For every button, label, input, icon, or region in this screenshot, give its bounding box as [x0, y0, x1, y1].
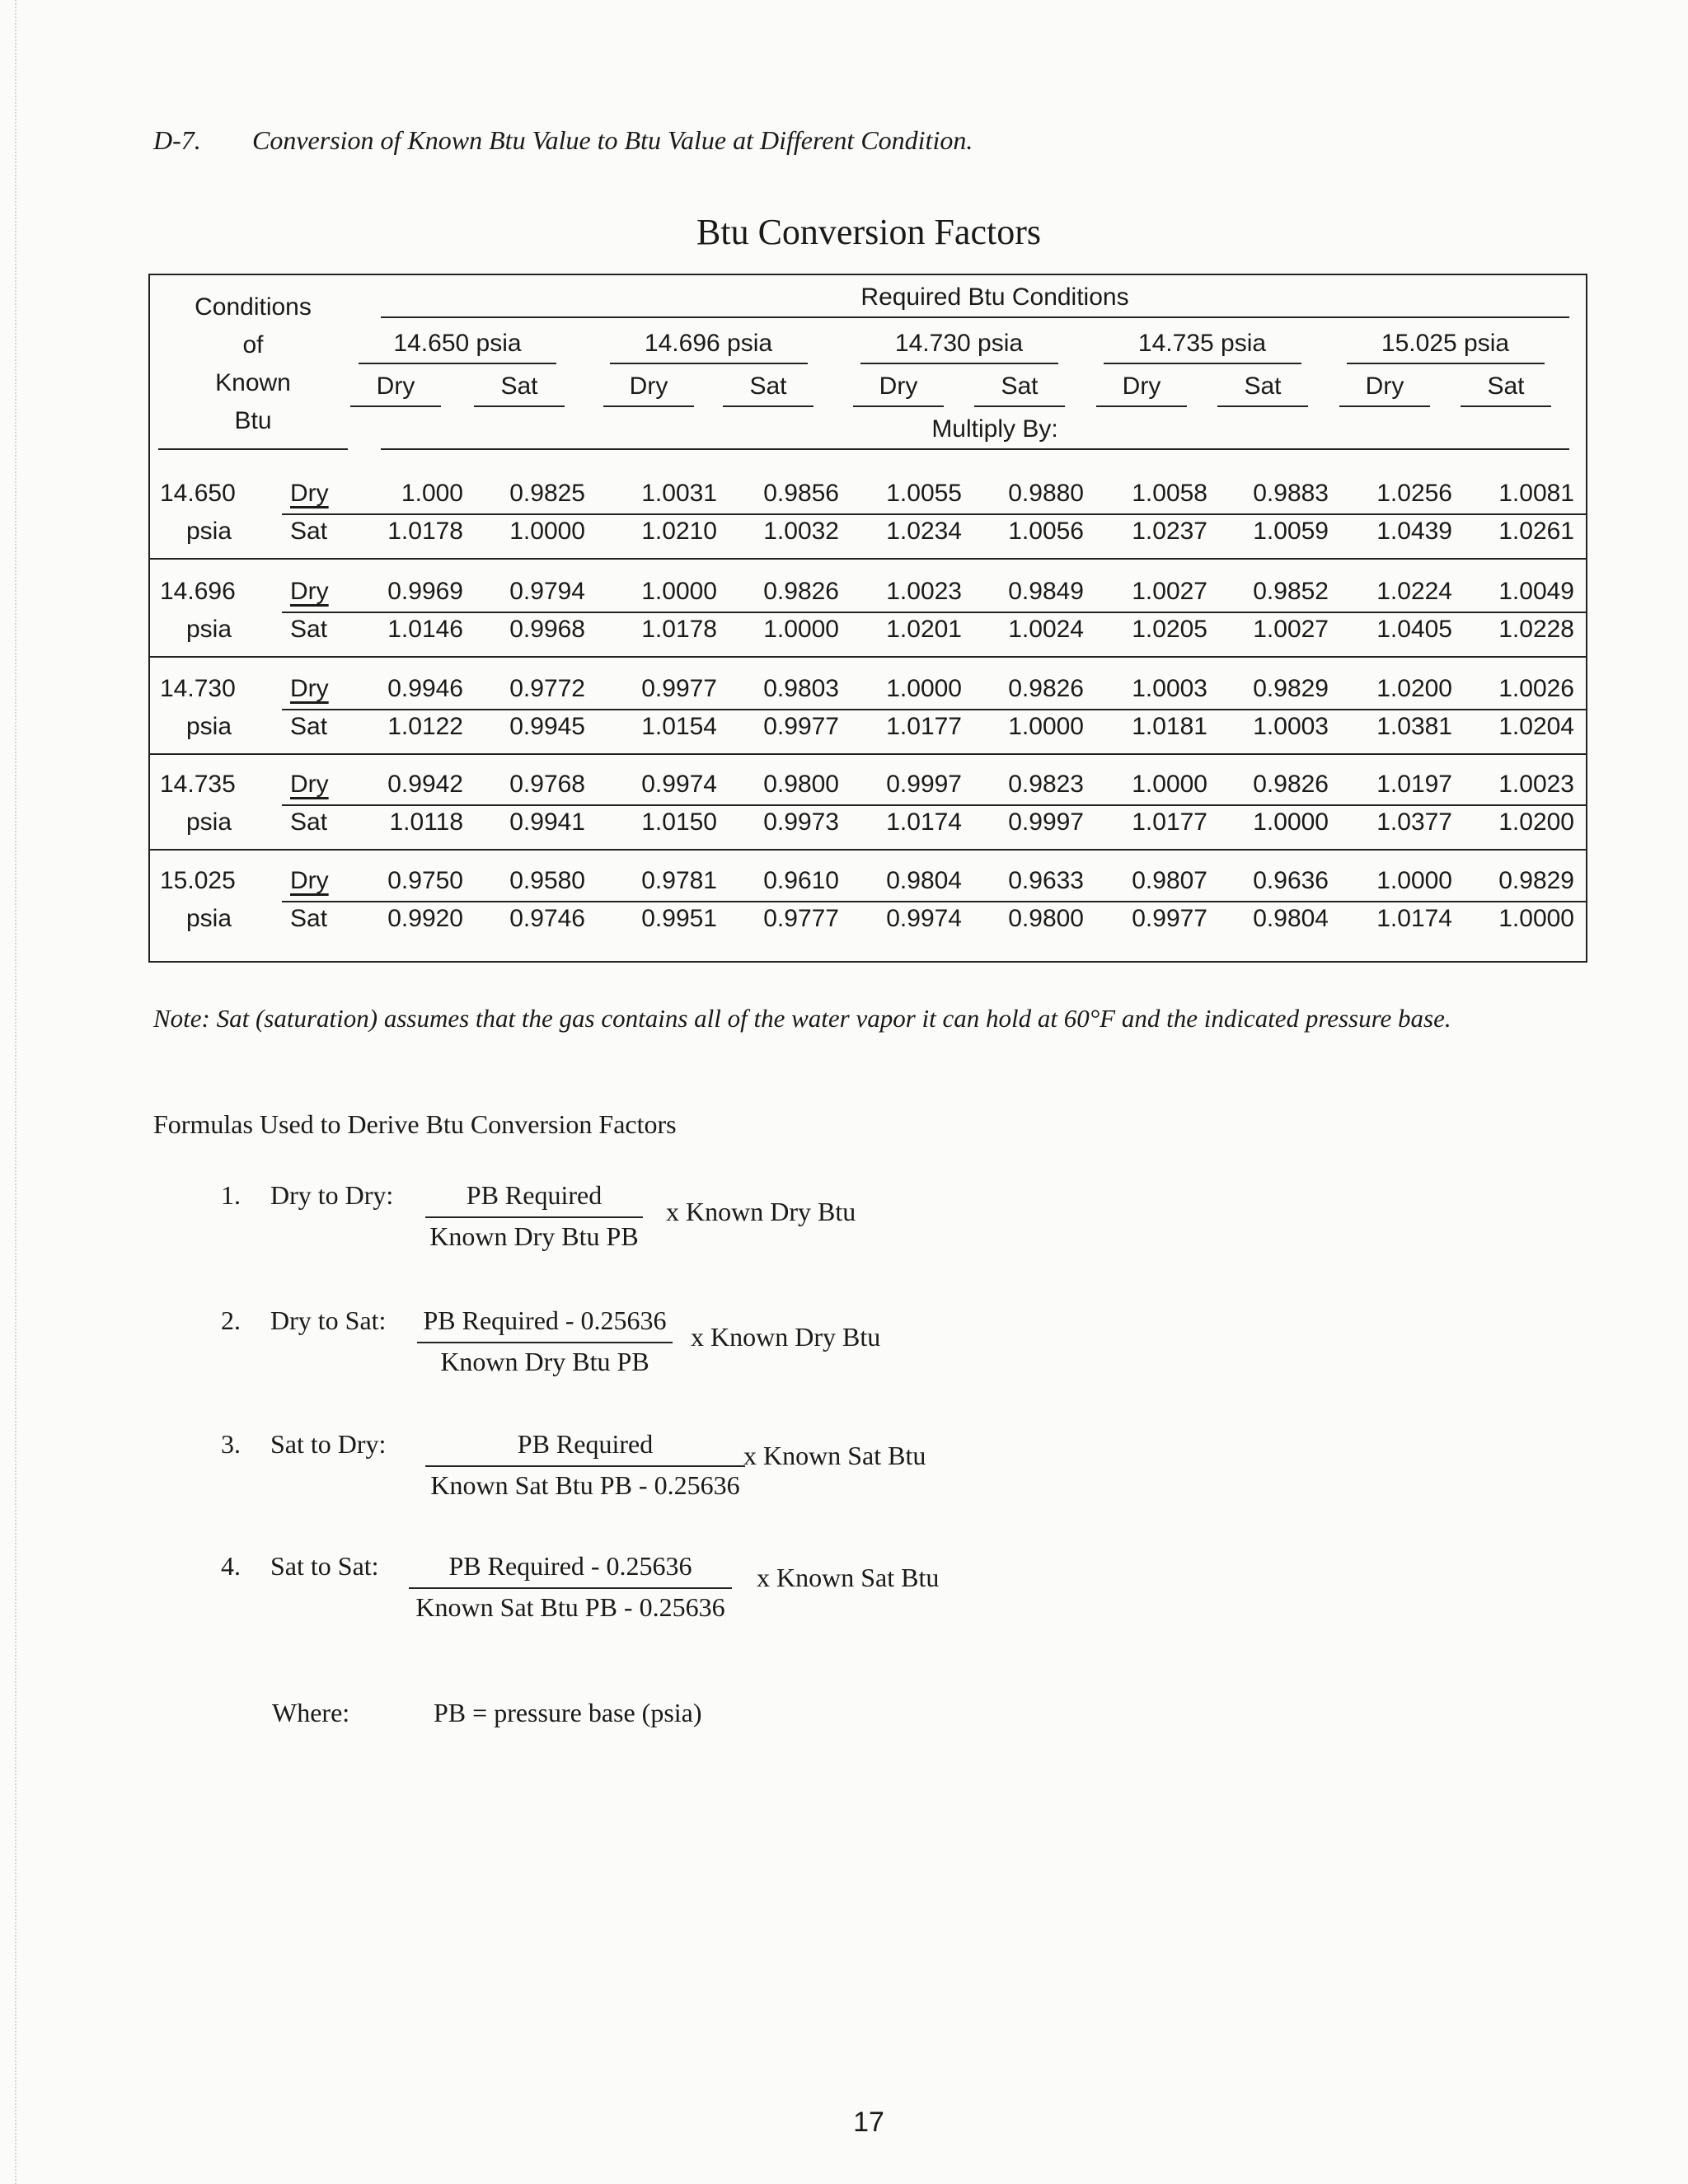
- factor-cell: 1.0174: [886, 808, 962, 836]
- factor-cell: 1.0177: [886, 713, 962, 740]
- row-rule: [282, 612, 1586, 613]
- factor-cell: 0.9829: [1253, 675, 1329, 702]
- condition-header-rule: [603, 405, 694, 407]
- row-unit: psia: [186, 616, 232, 643]
- btu-conversion-table: [148, 274, 1587, 963]
- row-condition-dry: Dry: [290, 675, 329, 702]
- factor-cell: 0.9826: [1253, 771, 1329, 798]
- factor-cell: 1.0031: [641, 480, 717, 507]
- group-separator: [150, 753, 1586, 755]
- section-heading: [153, 125, 973, 156]
- group-separator: [150, 849, 1586, 851]
- factor-cell: 1.0000: [1376, 867, 1452, 894]
- factor-cell: 1.0000: [1008, 713, 1084, 740]
- factor-cell: 1.0210: [641, 518, 717, 545]
- factor-cell: 1.0224: [1376, 578, 1452, 605]
- condition-header: Sat: [1487, 373, 1525, 400]
- factor-cell: 0.9946: [387, 675, 463, 702]
- condition-header-rule: [1339, 405, 1430, 407]
- row-pressure: 14.696: [160, 578, 236, 605]
- condition-header: Dry: [629, 373, 668, 400]
- factor-cell: 0.9768: [509, 771, 585, 798]
- factor-cell: 1.0174: [1376, 905, 1452, 932]
- factor-cell: 1.0200: [1498, 808, 1574, 836]
- factor-cell: 0.9997: [1008, 808, 1084, 836]
- corner-header-line: Known: [215, 369, 291, 396]
- factor-cell: 1.0150: [641, 808, 717, 836]
- row-condition-dry: Dry: [290, 867, 329, 894]
- factor-cell: 0.9777: [763, 905, 839, 932]
- condition-header-rule: [1217, 405, 1308, 407]
- formula-denominator: Known Dry Btu PB: [440, 1347, 649, 1376]
- factor-cell: 0.9945: [509, 713, 585, 740]
- factor-cell: 1.0000: [641, 578, 717, 605]
- factor-cell: 0.9781: [641, 867, 717, 894]
- pressure-header-rule: [359, 363, 556, 364]
- formula-number: 4.: [221, 1551, 241, 1581]
- corner-header-line: Btu: [234, 407, 272, 434]
- header-bottom-rule: [381, 448, 1569, 450]
- factor-cell: 0.9823: [1008, 771, 1084, 798]
- page-number: 17: [853, 2107, 884, 2138]
- factor-cell: 1.0181: [1132, 713, 1207, 740]
- factor-cell: 1.0003: [1132, 675, 1207, 702]
- factor-cell: 1.0027: [1132, 578, 1207, 605]
- pressure-header: 14.650 psia: [393, 330, 522, 357]
- factor-cell: 1.0058: [1132, 480, 1207, 507]
- factor-cell: 1.0000: [509, 518, 585, 545]
- formula-numerator: PB Required: [466, 1180, 603, 1210]
- condition-header: Sat: [749, 373, 787, 400]
- pressure-header-rule: [1104, 363, 1301, 364]
- factor-cell: 1.0261: [1498, 518, 1574, 545]
- factor-cell: 1.0237: [1132, 518, 1207, 545]
- corner-header-rule: [158, 448, 348, 450]
- formula-denominator: Known Dry Btu PB: [429, 1221, 639, 1251]
- factor-cell: 0.9826: [1008, 675, 1084, 702]
- condition-header-rule: [974, 405, 1065, 407]
- formula-number: 2.: [221, 1305, 241, 1335]
- factor-cell: 0.9803: [763, 675, 839, 702]
- factor-cell: 0.9977: [1132, 905, 1207, 932]
- factor-cell: 0.9920: [387, 905, 463, 932]
- factor-cell: 1.0023: [1498, 771, 1574, 798]
- factor-cell: 0.9804: [886, 867, 962, 894]
- factor-cell: 1.0146: [387, 616, 463, 643]
- factor-cell: 0.9883: [1253, 480, 1329, 507]
- pressure-header: 14.696 psia: [644, 330, 773, 357]
- row-pressure: 14.650: [160, 480, 236, 507]
- factor-cell: 0.9800: [1008, 905, 1084, 932]
- factor-cell: 1.0026: [1498, 675, 1574, 702]
- condition-header-rule: [1461, 405, 1551, 407]
- factor-cell: 1.0003: [1253, 713, 1329, 740]
- pressure-header: 14.735 psia: [1137, 330, 1267, 357]
- formula-numerator: PB Required: [517, 1429, 654, 1459]
- formula-multiplier: x Known Sat Btu: [757, 1563, 940, 1592]
- factor-cell: 0.9794: [509, 578, 585, 605]
- formula-label: Sat to Sat:: [270, 1551, 379, 1581]
- factor-cell: 1.0049: [1498, 578, 1574, 605]
- row-condition-sat: Sat: [290, 808, 328, 836]
- fraction-bar: [417, 1342, 673, 1343]
- factor-cell: 1.0000: [886, 675, 962, 702]
- formula-multiplier: x Known Sat Btu: [743, 1441, 926, 1470]
- group-separator: [150, 656, 1586, 658]
- factor-cell: 1.0234: [886, 518, 962, 545]
- group-header-rule: [381, 316, 1569, 318]
- row-pressure: 14.735: [160, 771, 236, 798]
- factor-cell: 1.0197: [1376, 771, 1452, 798]
- row-condition-dry: Dry: [290, 480, 329, 507]
- formula-denominator: Known Sat Btu PB - 0.25636: [415, 1592, 725, 1622]
- factor-cell: 1.0439: [1376, 518, 1452, 545]
- multiply-label: Multiply By:: [931, 415, 1058, 443]
- row-condition-sat: Sat: [290, 518, 328, 545]
- group-separator: [150, 558, 1586, 560]
- factor-cell: 0.9974: [886, 905, 962, 932]
- row-rule: [282, 513, 1586, 515]
- fraction-bar: [409, 1587, 732, 1589]
- factor-cell: 0.9942: [387, 771, 463, 798]
- factor-cell: 0.9807: [1132, 867, 1207, 894]
- factor-cell: 0.9951: [641, 905, 717, 932]
- factor-cell: 1.0377: [1376, 808, 1452, 836]
- factor-cell: 1.0228: [1498, 616, 1574, 643]
- formula-label: Dry to Sat:: [270, 1305, 387, 1335]
- formula-number: 1.: [221, 1180, 241, 1210]
- where-definition: PB = pressure base (psia): [434, 1698, 702, 1727]
- pressure-header: 15.025 psia: [1381, 330, 1510, 357]
- row-unit: psia: [186, 905, 232, 932]
- factor-cell: 0.9804: [1253, 905, 1329, 932]
- factor-cell: 0.9772: [509, 675, 585, 702]
- formula-numerator: PB Required - 0.25636: [423, 1305, 667, 1335]
- factor-cell: 1.000: [401, 480, 463, 507]
- scan-edge-dots: [15, 0, 20, 2184]
- factor-cell: 1.0178: [641, 616, 717, 643]
- condition-header: Dry: [1122, 373, 1161, 400]
- factor-cell: 0.9941: [509, 808, 585, 836]
- factor-cell: 1.0023: [886, 578, 962, 605]
- factor-cell: 1.0381: [1376, 713, 1452, 740]
- factor-cell: 1.0056: [1008, 518, 1084, 545]
- factor-cell: 0.9977: [641, 675, 717, 702]
- formula-label: Sat to Dry:: [270, 1429, 387, 1459]
- row-unit: psia: [186, 518, 232, 545]
- where-label: Where:: [272, 1698, 350, 1727]
- row-unit: psia: [186, 713, 232, 740]
- condition-header: Dry: [376, 373, 415, 400]
- factor-cell: 0.9974: [641, 771, 717, 798]
- factor-cell: 0.9969: [387, 578, 463, 605]
- row-rule: [282, 709, 1586, 710]
- saturation-note: Note: Sat (saturation) assumes that the gas contains all of the water vapor it can hold at 60°F and the indicated pressure base.: [153, 1004, 1451, 1033]
- row-unit: psia: [186, 808, 232, 836]
- factor-cell: 1.0122: [387, 713, 463, 740]
- factor-cell: 0.9829: [1498, 867, 1574, 894]
- condition-header-rule: [350, 405, 441, 407]
- factor-cell: 0.9973: [763, 808, 839, 836]
- factor-cell: 1.0000: [763, 616, 839, 643]
- factor-cell: 0.9746: [509, 905, 585, 932]
- condition-header: Dry: [1365, 373, 1404, 400]
- pressure-header-rule: [860, 363, 1058, 364]
- factor-cell: 0.9968: [509, 616, 585, 643]
- fraction-bar: [425, 1216, 643, 1218]
- factor-cell: 0.9633: [1008, 867, 1084, 894]
- condition-header: Sat: [1244, 373, 1282, 400]
- section-number: D-7.: [153, 125, 201, 155]
- pressure-header-rule: [1347, 363, 1545, 364]
- corner-header-line: Conditions: [195, 293, 312, 321]
- row-condition-dry: Dry: [290, 578, 329, 605]
- factor-cell: 0.9856: [763, 480, 839, 507]
- formula-denominator: Known Sat Btu PB - 0.25636: [430, 1470, 740, 1500]
- factor-cell: 0.9977: [763, 713, 839, 740]
- condition-header: Sat: [1001, 373, 1039, 400]
- pressure-header: 14.730 psia: [894, 330, 1024, 357]
- factor-cell: 1.0200: [1376, 675, 1452, 702]
- section-title: Conversion of Known Btu Value to Btu Value at Different Condition.: [252, 125, 973, 155]
- factor-cell: 1.0000: [1253, 808, 1329, 836]
- fraction-bar: [425, 1465, 745, 1467]
- factor-cell: 1.0055: [886, 480, 962, 507]
- factor-cell: 1.0204: [1498, 713, 1574, 740]
- factor-cell: 0.9750: [387, 867, 463, 894]
- factor-cell: 1.0201: [886, 616, 962, 643]
- row-condition-sat: Sat: [290, 905, 328, 932]
- row-rule: [282, 804, 1586, 806]
- formulas-title: Formulas Used to Derive Btu Conversion Factors: [153, 1109, 677, 1139]
- formula-numerator: PB Required - 0.25636: [448, 1551, 692, 1581]
- factor-cell: 1.0405: [1376, 616, 1452, 643]
- condition-header-rule: [853, 405, 944, 407]
- factor-cell: 0.9880: [1008, 480, 1084, 507]
- factor-cell: 1.0177: [1132, 808, 1207, 836]
- row-pressure: 14.730: [160, 675, 236, 702]
- row-rule: [282, 901, 1586, 902]
- condition-header-rule: [474, 405, 565, 407]
- factor-cell: 1.0000: [1498, 905, 1574, 932]
- factor-cell: 0.9610: [763, 867, 839, 894]
- factor-cell: 0.9849: [1008, 578, 1084, 605]
- factor-cell: 0.9636: [1253, 867, 1329, 894]
- factor-cell: 1.0059: [1253, 518, 1329, 545]
- factor-cell: 1.0000: [1132, 771, 1207, 798]
- factor-cell: 1.0024: [1008, 616, 1084, 643]
- factor-cell: 1.0154: [641, 713, 717, 740]
- formula-multiplier: x Known Dry Btu: [666, 1197, 856, 1226]
- factor-cell: 0.9997: [886, 771, 962, 798]
- pressure-header-rule: [610, 363, 808, 364]
- formula-number: 3.: [221, 1429, 241, 1459]
- row-condition-sat: Sat: [290, 616, 328, 643]
- corner-header-line: of: [242, 331, 264, 359]
- factor-cell: 1.0032: [763, 518, 839, 545]
- row-condition-dry: Dry: [290, 771, 329, 798]
- factor-cell: 1.0118: [389, 808, 463, 836]
- formula-label: Dry to Dry:: [270, 1180, 394, 1210]
- factor-cell: 0.9800: [763, 771, 839, 798]
- factor-cell: 1.0081: [1498, 480, 1574, 507]
- condition-header: Sat: [500, 373, 538, 400]
- condition-header-rule: [1096, 405, 1187, 407]
- row-pressure: 15.025: [160, 867, 236, 894]
- factor-cell: 0.9852: [1253, 578, 1329, 605]
- formula-multiplier: x Known Dry Btu: [691, 1322, 881, 1352]
- factor-cell: 1.0256: [1376, 480, 1452, 507]
- condition-header: Dry: [879, 373, 918, 400]
- table-title: Btu Conversion Factors: [696, 212, 1041, 252]
- factor-cell: 0.9826: [763, 578, 839, 605]
- factor-cell: 0.9580: [509, 867, 585, 894]
- factor-cell: 1.0178: [387, 518, 463, 545]
- factor-cell: 1.0205: [1132, 616, 1207, 643]
- group-header: Required Btu Conditions: [860, 284, 1129, 311]
- row-condition-sat: Sat: [290, 713, 328, 740]
- factor-cell: 0.9825: [509, 480, 585, 507]
- factor-cell: 1.0027: [1253, 616, 1329, 643]
- condition-header-rule: [723, 405, 814, 407]
